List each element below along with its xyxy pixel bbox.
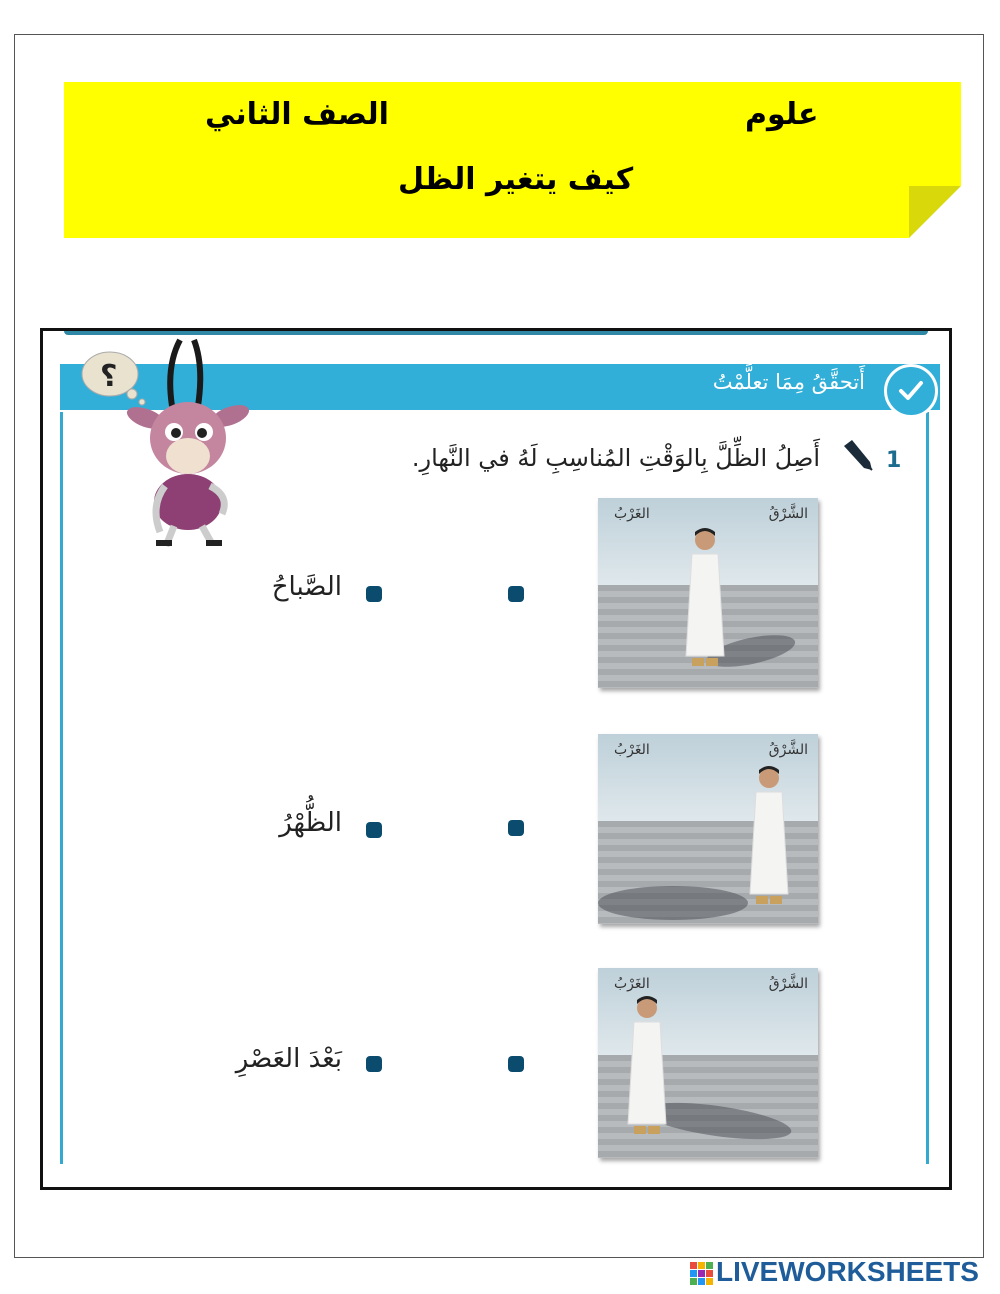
- subject-label: علوم: [745, 97, 819, 132]
- right-margin-line: [926, 412, 929, 1164]
- time-label-afternoon: بَعْدَ العَصْرِ: [235, 1044, 342, 1074]
- question-number: 1: [886, 448, 902, 473]
- photo-label-east: الشَّرْقُ: [768, 742, 808, 758]
- shadow-photo-3: [598, 968, 818, 1158]
- match-dot-photo-2[interactable]: [508, 820, 524, 836]
- liveworksheets-mark-icon: [690, 1262, 714, 1286]
- shadow-photo-2: [598, 734, 818, 924]
- box-top-border: [64, 331, 928, 335]
- match-dot-noon[interactable]: [366, 822, 382, 838]
- photo-label-west: الغَرْبُ: [614, 506, 650, 522]
- title-banner: [64, 82, 961, 238]
- svg-text:؟: ؟: [100, 359, 118, 394]
- gazelle-mascot-icon: [70, 336, 260, 550]
- pencil-icon: [838, 436, 878, 476]
- brand-text: LIVEWORKSHEETS: [716, 1256, 979, 1287]
- time-label-morning: الصَّباحُ: [271, 572, 342, 602]
- photo-label-east: الشَّرْقُ: [768, 976, 808, 992]
- photo-label-east: الشَّرْقُ: [768, 506, 808, 522]
- boy-figure-icon: [620, 994, 670, 1140]
- liveworksheets-logo[interactable]: [690, 1256, 979, 1288]
- time-label-noon: الظُّهْرُ: [279, 808, 342, 838]
- photo-label-west: الغَرْبُ: [614, 742, 650, 758]
- boy-shadow: [598, 886, 748, 920]
- section-header-title: أَتحقَّقُ مِمَا تعلَّمْتُ: [712, 370, 865, 394]
- match-dot-photo-3[interactable]: [508, 1056, 524, 1072]
- left-margin-line: [60, 412, 63, 1164]
- boy-figure-icon: [742, 764, 792, 910]
- page-fold-corner: [909, 186, 961, 238]
- photo-label-west: الغَرْبُ: [614, 976, 650, 992]
- lesson-title: كيف يتغير الظل: [398, 162, 634, 197]
- checkmark-icon: [884, 364, 938, 418]
- match-dot-photo-1[interactable]: [508, 586, 524, 602]
- boy-figure-icon: [678, 526, 728, 672]
- shadow-photo-1: [598, 498, 818, 688]
- question-text: أَصِلُ الظِّلَّ بِالوَقْتِ المُناسِبِ لَهُ في النَّهارِ.: [411, 444, 820, 472]
- match-dot-afternoon[interactable]: [366, 1056, 382, 1072]
- grade-label: الصف الثاني: [205, 97, 389, 132]
- match-dot-morning[interactable]: [366, 586, 382, 602]
